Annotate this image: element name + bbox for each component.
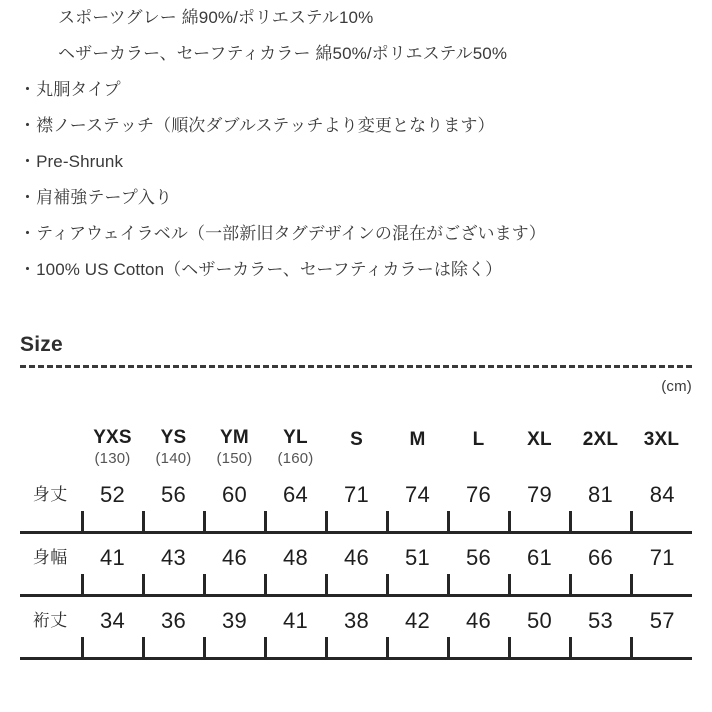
measurement-value: 74 — [404, 482, 431, 507]
measurement-cell — [631, 533, 692, 596]
measurement-cell — [448, 596, 509, 659]
measurement-cell — [326, 471, 387, 533]
measurement-value: 57 — [649, 608, 675, 633]
spec-bullet-item: ・ 100% US Cotton（ヘザーカラー、セーフティカラーは除く） — [0, 252, 712, 288]
table-row — [20, 471, 692, 533]
header-size-label: 2XL — [582, 429, 619, 450]
measurement-value: 66 — [587, 545, 614, 570]
measurement-cell — [82, 596, 143, 659]
measurement-value: 34 — [99, 608, 126, 633]
measurement-cell — [509, 533, 570, 596]
table-row — [20, 596, 692, 659]
row-label-cell — [20, 533, 82, 596]
measurement-value: 53 — [587, 608, 614, 633]
measurement-cell — [570, 596, 631, 659]
header-size-sublabel: (130) — [94, 450, 131, 467]
row-label-cell — [20, 471, 82, 533]
measurement-cell — [631, 596, 692, 659]
measurement-cell — [143, 471, 204, 533]
measurement-cell — [265, 596, 326, 659]
measurement-value: 71 — [343, 482, 370, 507]
spec-bullet-item: ・ Pre-Shrunk — [0, 144, 712, 180]
header-size-label: XL — [527, 429, 552, 450]
measurement-value: 50 — [526, 608, 553, 633]
table-header-row — [20, 413, 692, 471]
row-label: 身幅 — [32, 548, 68, 567]
header-cell-ys — [143, 413, 204, 471]
header-size-sublabel: (150) — [216, 450, 253, 467]
size-chart-table — [20, 413, 692, 660]
header-size-label: L — [472, 429, 485, 450]
header-cell-s — [326, 413, 387, 471]
spec-bullet-item: ・ ティアウェイラベル（一部新旧タグデザインの混在がございます） — [0, 216, 712, 252]
measurement-cell — [509, 596, 570, 659]
measurement-cell — [82, 471, 143, 533]
measurement-value: 56 — [465, 545, 492, 570]
measurement-cell — [387, 471, 448, 533]
measurement-cell — [143, 596, 204, 659]
measurement-cell — [570, 471, 631, 533]
header-size-sublabel: (140) — [155, 450, 192, 467]
measurement-value: 84 — [649, 482, 675, 507]
measurement-cell — [448, 533, 509, 596]
measurement-value: 61 — [526, 545, 553, 570]
measurement-cell — [204, 533, 265, 596]
spec-bullet-item: ・ 肩補強テープ入り — [0, 180, 712, 216]
measurement-cell — [265, 533, 326, 596]
measurement-value: 81 — [587, 482, 614, 507]
size-heading: Size — [20, 333, 63, 356]
measurement-value: 56 — [160, 482, 187, 507]
measurement-cell — [387, 533, 448, 596]
product-spec-list — [0, 0, 712, 288]
measurement-value: 52 — [99, 482, 126, 507]
header-cell-yl — [265, 413, 326, 471]
table-row — [20, 533, 692, 596]
row-label: 身丈 — [32, 485, 68, 504]
size-section — [0, 332, 712, 660]
measurement-value: 46 — [465, 608, 492, 633]
row-label: 裄丈 — [32, 611, 68, 630]
header-size-label: S — [350, 429, 363, 450]
measurement-cell — [448, 471, 509, 533]
spec-text-line: ヘザーカラー、セーフティカラー 綿50%/ポリエステル50% — [58, 44, 508, 63]
measurement-value: 39 — [221, 608, 248, 633]
measurement-cell — [326, 596, 387, 659]
section-divider — [20, 365, 692, 368]
header-size-label: YM — [220, 427, 249, 448]
measurement-cell — [631, 471, 692, 533]
measurement-cell — [82, 533, 143, 596]
measurement-value: 64 — [282, 482, 309, 507]
spec-bullet-item: ・ 襟ノーステッチ（順次ダブルステッチより変更となります） — [0, 108, 712, 144]
measurement-value: 43 — [160, 545, 187, 570]
unit-label: (cm) — [661, 378, 692, 395]
measurement-value: 41 — [282, 608, 309, 633]
measurement-value: 42 — [404, 608, 431, 633]
measurement-cell — [143, 533, 204, 596]
measurement-value: 41 — [99, 545, 126, 570]
header-size-label: YS — [160, 427, 187, 448]
measurement-value: 36 — [160, 608, 187, 633]
header-cell-ym — [204, 413, 265, 471]
measurement-cell — [265, 471, 326, 533]
measurement-cell — [204, 596, 265, 659]
measurement-cell — [570, 533, 631, 596]
measurement-value: 51 — [404, 545, 431, 570]
measurement-value: 48 — [282, 545, 309, 570]
spec-text-line: スポーツグレー 綿90%/ポリエステル10% — [58, 8, 374, 27]
measurement-value: 46 — [343, 545, 370, 570]
header-cell-m — [387, 413, 448, 471]
header-size-label: 3XL — [643, 429, 680, 450]
header-size-label: YL — [283, 427, 308, 448]
row-label-cell — [20, 596, 82, 659]
header-cell-2xl — [570, 413, 631, 471]
header-cell-yxs — [82, 413, 143, 471]
spec-bullet-item: ・ 丸胴タイプ — [0, 72, 712, 108]
header-size-label: M — [409, 429, 426, 450]
header-size-sublabel: (160) — [277, 450, 314, 467]
measurement-cell — [204, 471, 265, 533]
measurement-value: 38 — [343, 608, 370, 633]
measurement-value: 79 — [526, 482, 553, 507]
header-cell-xl — [509, 413, 570, 471]
measurement-value: 71 — [649, 545, 675, 570]
measurement-value: 60 — [221, 482, 248, 507]
header-cell-blank — [20, 413, 82, 471]
measurement-cell — [387, 596, 448, 659]
measurement-cell — [326, 533, 387, 596]
measurement-cell — [509, 471, 570, 533]
header-cell-l — [448, 413, 509, 471]
measurement-value: 76 — [465, 482, 492, 507]
header-size-label: YXS — [93, 427, 132, 448]
measurement-value: 46 — [221, 545, 248, 570]
header-cell-3xl — [631, 413, 692, 471]
